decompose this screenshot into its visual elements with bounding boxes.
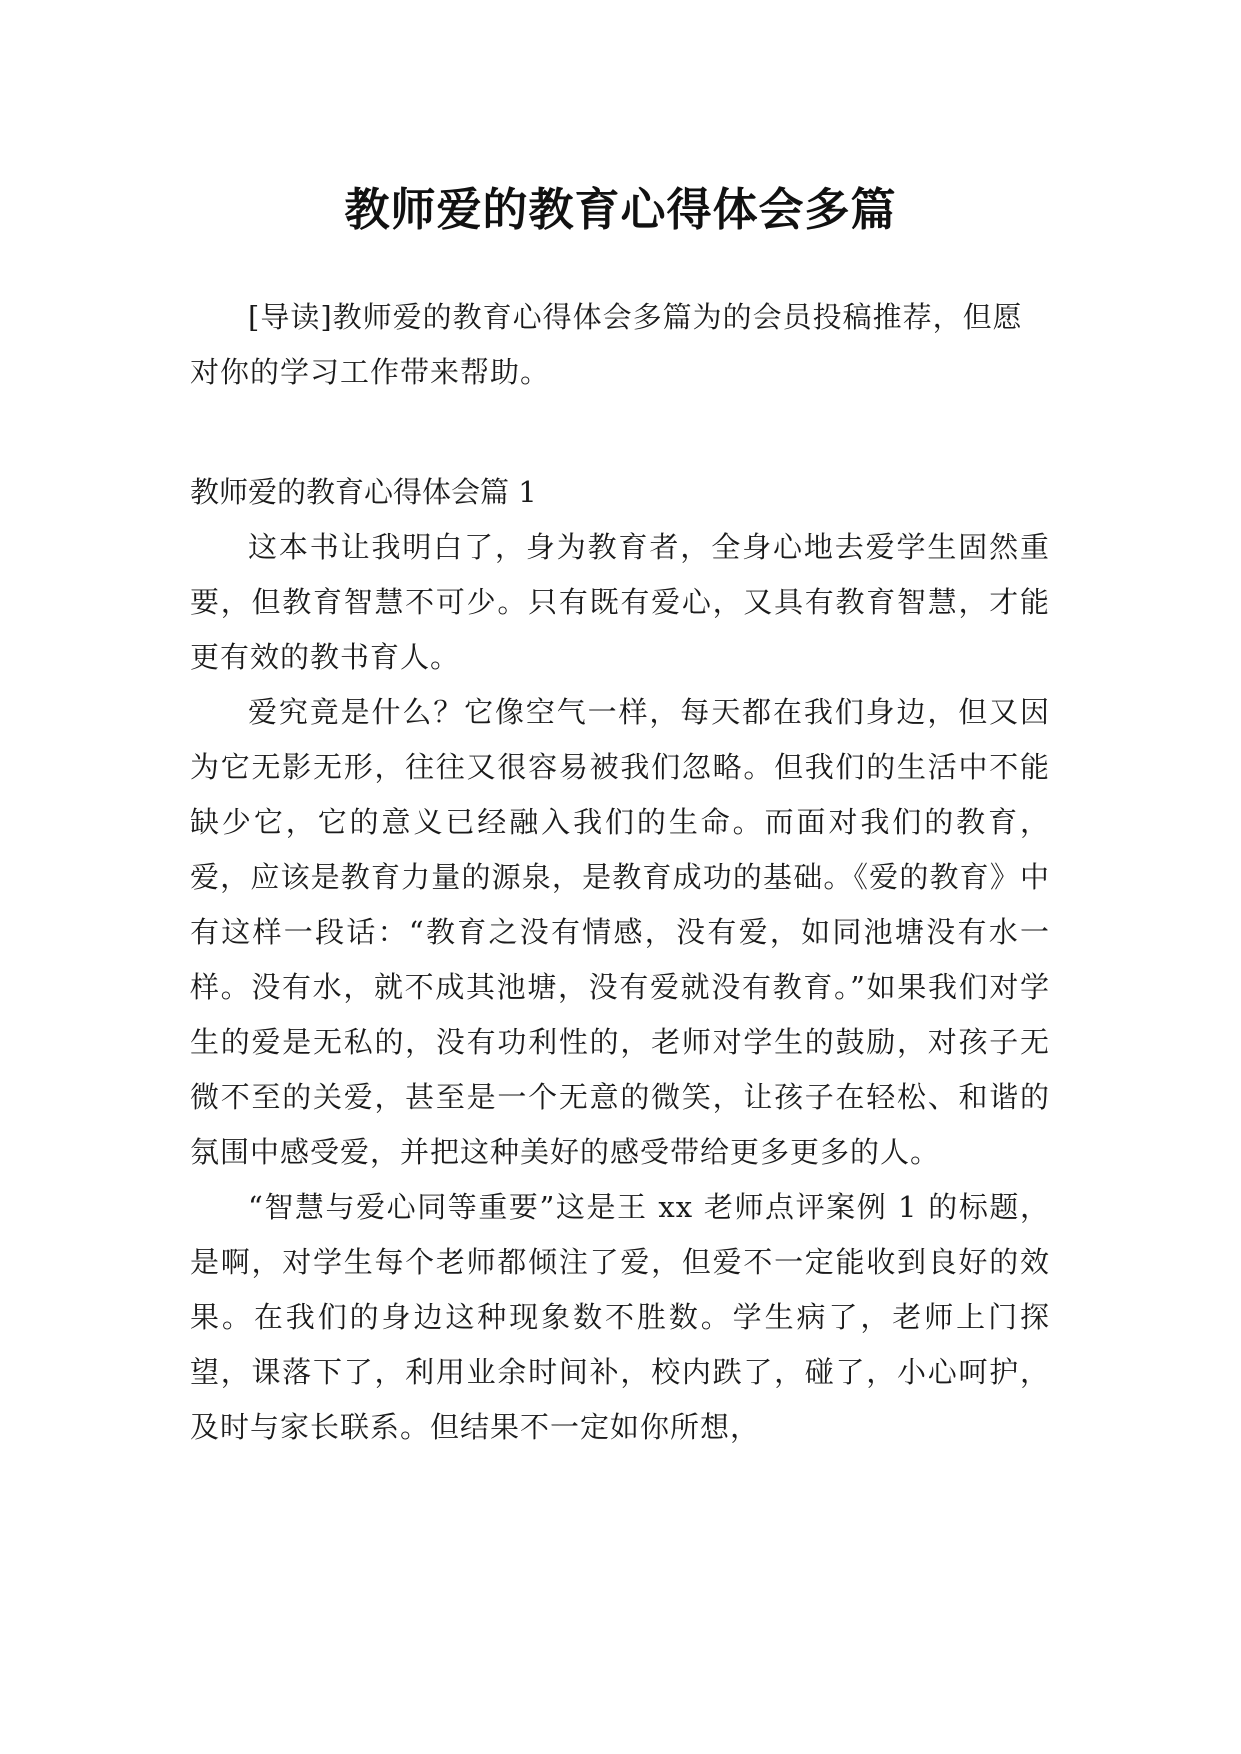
intro-paragraph: [导读]教师爱的教育心得体会多篇为的会员投稿推荐，但愿对你的学习工作带来帮助。 — [190, 300, 1023, 389]
body-paragraph-2: 爱究竟是什么？它像空气一样，每天都在我们身边，但又因为它无影无形，往往又很容易被我们忽略。但我们的生活中不能缺少它，它的意义已经融入我们的生命。而面对我们的教育，爱，应该是教育力量的源泉，是教育成功的基础。《爱的教育》中有这样一段话：“教育之没有情感，没有爱，如同池塘没有水一样。没有水，就不成其池塘，没有爱就没有教育。”如果我们对学生的爱是无私的，没有功利性的，老师对学生的鼓励，对孩子无微不至的关爱，甚至是一个无意的微笑，让孩子在轻松、和谐的氛围中感受爱，并把这种美好的感受带给更多更多的人。 — [190, 695, 1050, 1169]
body-text — [190, 520, 1050, 1455]
body-paragraph-3: “智慧与爱心同等重要”这是王 xx 老师点评案例 1 的标题，是啊，对学生每个老师都倾注了爱，但爱不一定能收到良好的效果。在我们的身边这种现象数不胜数。学生病了，老师上门探望，课落下了，利用业余时间补，校内跌了，碰了，小心呵护，及时与家长联系。但结果不一定如你所想， — [190, 1190, 1050, 1444]
document-title: 教师爱的教育心得体会多篇 — [344, 183, 897, 237]
section-heading: 教师爱的教育心得体会篇 1 — [190, 475, 537, 509]
body-paragraph-1: 这本书让我明白了，身为教育者，全身心地去爱学生固然重要，但教育智慧不可少。只有既有爱心，又具有教育智慧，才能更有效的教书育人。 — [190, 530, 1050, 674]
